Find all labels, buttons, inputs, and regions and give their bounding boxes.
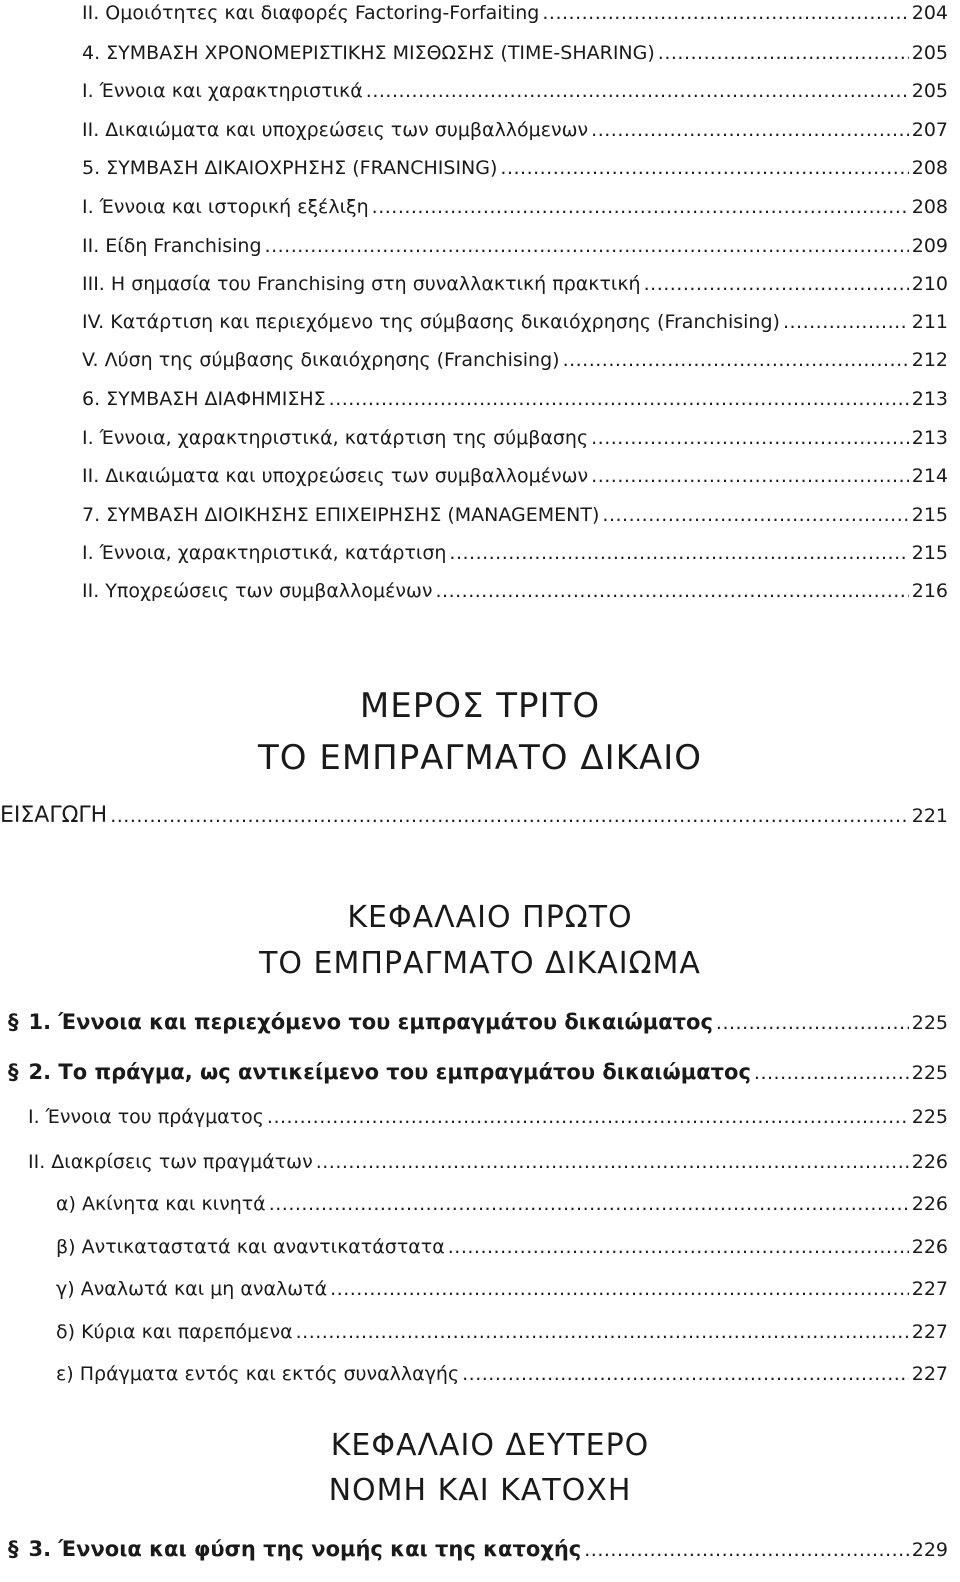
toc-entry-page: 225 <box>911 1012 948 1034</box>
dot-leader <box>591 427 909 449</box>
toc-entry-label: 4. ΣΥΜΒΑΣΗ ΧΡΟΝΟΜΕΡΙΣΤΙΚΗΣ ΜΙΣΘΩΣΗΣ (TIME-SHARING) <box>82 42 655 64</box>
toc-entry <box>82 157 948 179</box>
dot-leader <box>296 1321 909 1343</box>
toc-entry <box>82 349 948 371</box>
toc-entry <box>82 580 948 602</box>
section-sign: § <box>8 1537 19 1561</box>
toc-entry-label: ΕΙΣΑΓΩΓΗ <box>0 803 108 828</box>
toc-entry-page: 204 <box>911 2 948 24</box>
dot-leader <box>542 2 908 24</box>
section-sign: § <box>8 1010 19 1034</box>
dot-leader <box>436 580 909 602</box>
toc-entry-page: 210 <box>911 273 948 295</box>
toc-section-entry <box>8 1537 948 1561</box>
dot-leader <box>754 1062 909 1084</box>
toc-entry <box>82 465 948 487</box>
part-subheading: ΤΟ ΕΜΠΡΑΓΜΑΤΟ ΔΙΚΑΙΟ <box>258 738 702 778</box>
toc-entry-page: 213 <box>911 388 948 410</box>
toc-entry-page: 213 <box>911 427 948 449</box>
toc-entry-label: 2. Το πράγμα, ως αντικείμενο του εμπραγμάτου δικαιώματος <box>28 1060 751 1084</box>
dot-leader <box>110 805 909 827</box>
toc-entry-label: II. Είδη Franchising <box>82 235 262 257</box>
toc-entry-label: I. Έννοια και χαρακτηριστικά <box>82 80 363 102</box>
chapter-heading: ΚΕΦΑΛΑΙΟ ΠΡΩΤΟ <box>347 900 633 935</box>
toc-entry-label: 1. Έννοια και περιεχόμενο του εμπραγμάτου δικαιώματος <box>28 1010 713 1034</box>
toc-entry-label: II. Υποχρεώσεις των συμβαλλομένων <box>82 580 433 602</box>
dot-leader <box>329 388 909 410</box>
toc-entry-label: II. Διακρίσεις των πραγμάτων <box>28 1151 313 1173</box>
toc-entry <box>82 235 948 257</box>
toc-entry-label: IV. Κατάρτιση και περιεχόμενο της σύμβασης δικαιόχρησης (Franchising) <box>82 311 780 333</box>
toc-entry <box>82 196 948 218</box>
dot-leader <box>462 1363 909 1385</box>
dot-leader <box>644 273 909 295</box>
dot-leader <box>500 157 908 179</box>
toc-entry-page: 211 <box>911 311 948 333</box>
toc-entry-page: 215 <box>911 542 948 564</box>
toc-entry <box>56 1278 948 1300</box>
toc-entry <box>56 1363 948 1385</box>
toc-entry-label: II. Δικαιώματα και υποχρεώσεις των συμβαλλομένων <box>82 465 589 487</box>
toc-entry <box>28 1151 948 1173</box>
toc-entry-page: 226 <box>911 1236 948 1258</box>
toc-entry-label: I. Έννοια του πράγματος <box>28 1106 264 1128</box>
toc-entry <box>56 1193 948 1215</box>
dot-leader <box>267 1106 909 1128</box>
toc-entry-page: 226 <box>911 1193 948 1215</box>
toc-entry-page: 225 <box>911 1106 948 1128</box>
toc-entry <box>82 504 948 526</box>
toc-entry <box>82 311 948 333</box>
toc-entry-page: 205 <box>911 80 948 102</box>
toc-entry-label: α) Ακίνητα και κινητά <box>56 1193 266 1215</box>
toc-entry <box>82 42 948 64</box>
toc-entry-label: II. Ομοιότητες και διαφορές Factoring-Forfaiting <box>82 2 540 24</box>
toc-entry-intro <box>0 803 948 828</box>
toc-entry <box>82 388 948 410</box>
part-heading: ΜΕΡΟΣ ΤΡΙΤΟ <box>359 686 601 726</box>
dot-leader <box>783 311 909 333</box>
toc-entry-label: I. Έννοια, χαρακτηριστικά, κατάρτιση <box>82 542 447 564</box>
toc-entry-label: I. Έννοια και ιστορική εξέλιξη <box>82 196 369 218</box>
chapter-title: ΝΟΜΗ ΚΑΙ ΚΑΤΟΧΗ <box>328 1473 632 1508</box>
toc-entry <box>82 80 948 102</box>
chapter-title: ΤΟ ΕΜΠΡΑΓΜΑΤΟ ΔΙΚΑΙΩΜΑ <box>259 946 701 981</box>
toc-entry-page: 212 <box>911 349 948 371</box>
toc-entry-page: 208 <box>911 157 948 179</box>
toc-entry-label: 3. Έννοια και φύση της νομής και της κατοχής <box>28 1537 582 1561</box>
toc-entry-page: 207 <box>911 119 948 141</box>
toc-entry-page: 227 <box>911 1363 948 1385</box>
dot-leader <box>584 1539 908 1561</box>
toc-entry <box>82 2 948 24</box>
toc-entry-label: V. Λύση της σύμβασης δικαιόχρησης (Franchising) <box>82 349 560 371</box>
toc-entry-label: 5. ΣΥΜΒΑΣΗ ΔΙΚΑΙΟΧΡΗΣΗΣ (FRANCHISING) <box>82 157 498 179</box>
toc-entry <box>82 542 948 564</box>
dot-leader <box>265 235 909 257</box>
toc-section-entry <box>8 1010 948 1034</box>
toc-entry-page: 216 <box>911 580 948 602</box>
toc-entry-label: γ) Αναλωτά και μη αναλωτά <box>56 1278 328 1300</box>
dot-leader <box>591 119 909 141</box>
toc-entry-page: 226 <box>911 1151 948 1173</box>
dot-leader <box>602 504 908 526</box>
toc-entry-page: 229 <box>911 1539 948 1561</box>
toc-entry-page: 215 <box>911 504 948 526</box>
section-sign: § <box>8 1060 19 1084</box>
toc-entry-label: I. Έννοια, χαρακτηριστικά, κατάρτιση της σύμβασης <box>82 427 589 449</box>
toc-entry <box>82 273 948 295</box>
toc-entry-label: 7. ΣΥΜΒΑΣΗ ΔΙΟΙΚΗΣΗΣ ΕΠΙΧΕΙΡΗΣΗΣ (MANAGEMENT) <box>82 504 600 526</box>
toc-entry-label: III. Η σημασία του Franchising στη συναλλακτική πρακτική <box>82 273 641 295</box>
toc-entry <box>82 119 948 141</box>
chapter-heading: ΚΕΦΑΛΑΙΟ ΔΕΥΤΕΡΟ <box>330 1428 650 1463</box>
toc-section-entry <box>8 1060 948 1084</box>
toc-entry-page: 209 <box>911 235 948 257</box>
toc-entry <box>82 427 948 449</box>
toc-entry <box>28 1106 948 1128</box>
toc-entry-page: 208 <box>911 196 948 218</box>
dot-leader <box>372 196 909 218</box>
dot-leader <box>330 1278 909 1300</box>
toc-entry-page: 227 <box>911 1278 948 1300</box>
dot-leader <box>449 542 908 564</box>
dot-leader <box>366 80 909 102</box>
dot-leader <box>591 465 909 487</box>
dot-leader <box>316 1151 909 1173</box>
dot-leader <box>658 42 909 64</box>
toc-entry-label: β) Αντικαταστατά και αναντικατάστατα <box>56 1236 445 1258</box>
toc-entry <box>56 1321 948 1343</box>
toc-entry-page: 214 <box>911 465 948 487</box>
toc-entry-page: 221 <box>911 805 948 827</box>
toc-entry-label: ε) Πράγματα εντός και εκτός συναλλαγής <box>56 1363 460 1385</box>
toc-entry-label: 6. ΣΥΜΒΑΣΗ ΔΙΑΦΗΜΙΣΗΣ <box>82 388 326 410</box>
toc-entry-label: δ) Κύρια και παρεπόμενα <box>56 1321 293 1343</box>
toc-entry-page: 225 <box>911 1062 948 1084</box>
toc-entry <box>56 1236 948 1258</box>
toc-entry-label: II. Δικαιώματα και υποχρεώσεις των συμβαλλόμενων <box>82 119 589 141</box>
toc-entry-page: 227 <box>911 1321 948 1343</box>
dot-leader <box>269 1193 909 1215</box>
toc-entry-page: 205 <box>911 42 948 64</box>
dot-leader <box>716 1012 909 1034</box>
dot-leader <box>563 349 909 371</box>
dot-leader <box>448 1236 909 1258</box>
